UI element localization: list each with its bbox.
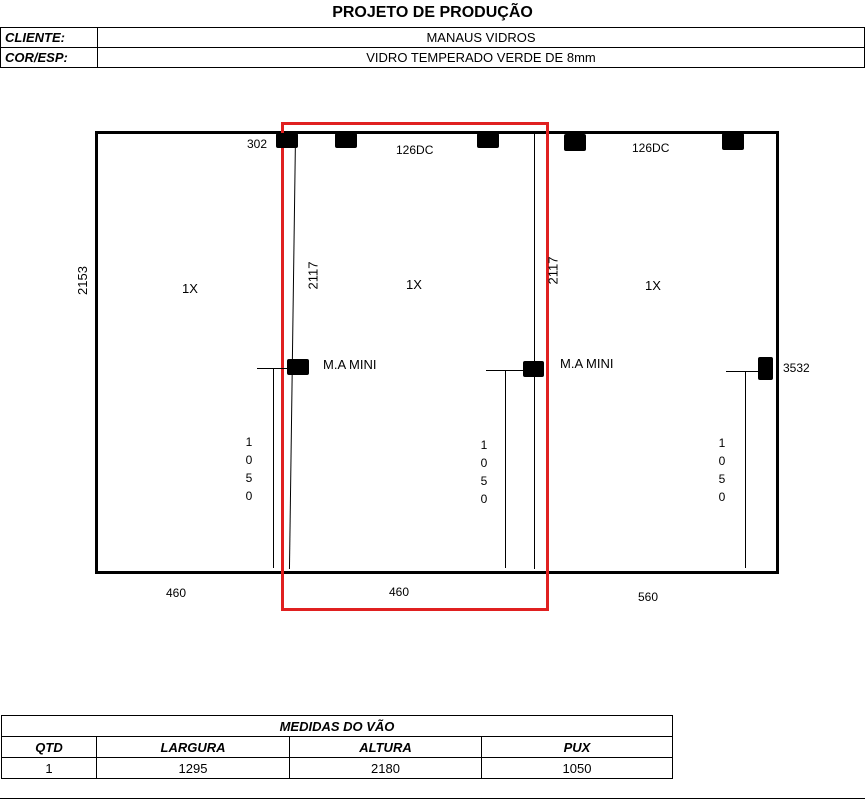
header-qtd: QTD [2, 737, 97, 758]
medidas-title: MEDIDAS DO VÃO [2, 716, 673, 737]
door-label-1: 126DC [396, 143, 434, 157]
pux-digits-3 [717, 434, 727, 506]
width-label-1: 460 [166, 586, 187, 600]
handle-block-3 [758, 357, 773, 380]
top-fitting-4 [564, 134, 586, 151]
bottom-rule [0, 798, 865, 799]
cliente-value: MANAUS VIDROS [98, 28, 865, 48]
pux-digit: 0 [480, 492, 488, 506]
highlight-rectangle [281, 122, 549, 611]
handle-label-1: M.A MINI [323, 357, 377, 372]
cell-pux: 1050 [482, 758, 673, 779]
cliente-label: CLIENTE: [1, 28, 98, 48]
pux-digit: 5 [480, 474, 488, 488]
pux-digit: 0 [245, 453, 253, 467]
pux-digit: 5 [245, 471, 253, 485]
pux-horizontal-3 [726, 371, 758, 372]
panel-height-label-2: 2117 [545, 256, 561, 285]
panel-divider-2 [534, 133, 535, 569]
pux-digit: 0 [480, 456, 488, 470]
width-label-2: 460 [389, 585, 410, 599]
cliente-row [1, 28, 865, 48]
medidas-title-row [2, 716, 673, 737]
header-largura: LARGURA [97, 737, 290, 758]
cor-label: COR/ESP: [1, 48, 98, 68]
pux-digits-2 [479, 436, 489, 508]
pux-vertical-1 [273, 368, 274, 568]
pux-digits-1 [244, 433, 254, 505]
qty-label-3: 1X [645, 278, 661, 293]
top-fitting-2 [335, 133, 357, 148]
pux-digit: 1 [480, 438, 488, 452]
pux-digit: 5 [718, 472, 726, 486]
pux-digit: 1 [245, 435, 253, 449]
top-fitting-3 [477, 133, 499, 148]
cell-altura: 2180 [290, 758, 482, 779]
overall-height-label: 2153 [74, 266, 90, 295]
pux-vertical-3 [745, 371, 746, 568]
cor-value: VIDRO TEMPERADO VERDE DE 8mm [98, 48, 865, 68]
handle-label-2: M.A MINI [560, 356, 614, 371]
qty-label-1: 1X [182, 281, 198, 296]
handle-block-2 [523, 361, 544, 377]
medidas-table [1, 715, 673, 779]
table-row [2, 758, 673, 779]
cell-largura: 1295 [97, 758, 290, 779]
qty-label-2: 1X [406, 277, 422, 292]
pux-digit: 1 [718, 436, 726, 450]
cor-row [1, 48, 865, 68]
top-fitting-5 [722, 133, 744, 150]
door-label-2: 126DC [632, 141, 670, 155]
pux-horizontal-1 [257, 368, 287, 369]
header-pux: PUX [482, 737, 673, 758]
pux-digit: 0 [718, 454, 726, 468]
panel-height-label-1: 2117 [305, 261, 321, 290]
pux-digit: 0 [245, 489, 253, 503]
dim-302-label: 302 [247, 137, 268, 151]
pux-vertical-2 [505, 370, 506, 568]
medidas-header-row [2, 737, 673, 758]
cell-qtd: 1 [2, 758, 97, 779]
width-label-3: 560 [638, 590, 659, 604]
header-table [0, 27, 865, 68]
top-fitting-1 [276, 133, 298, 148]
dim-3532-label: 3532 [783, 361, 810, 375]
header-altura: ALTURA [290, 737, 482, 758]
handle-block-1 [287, 359, 309, 375]
pux-digit: 0 [718, 490, 726, 504]
page-title: PROJETO DE PRODUÇÃO [332, 4, 533, 21]
